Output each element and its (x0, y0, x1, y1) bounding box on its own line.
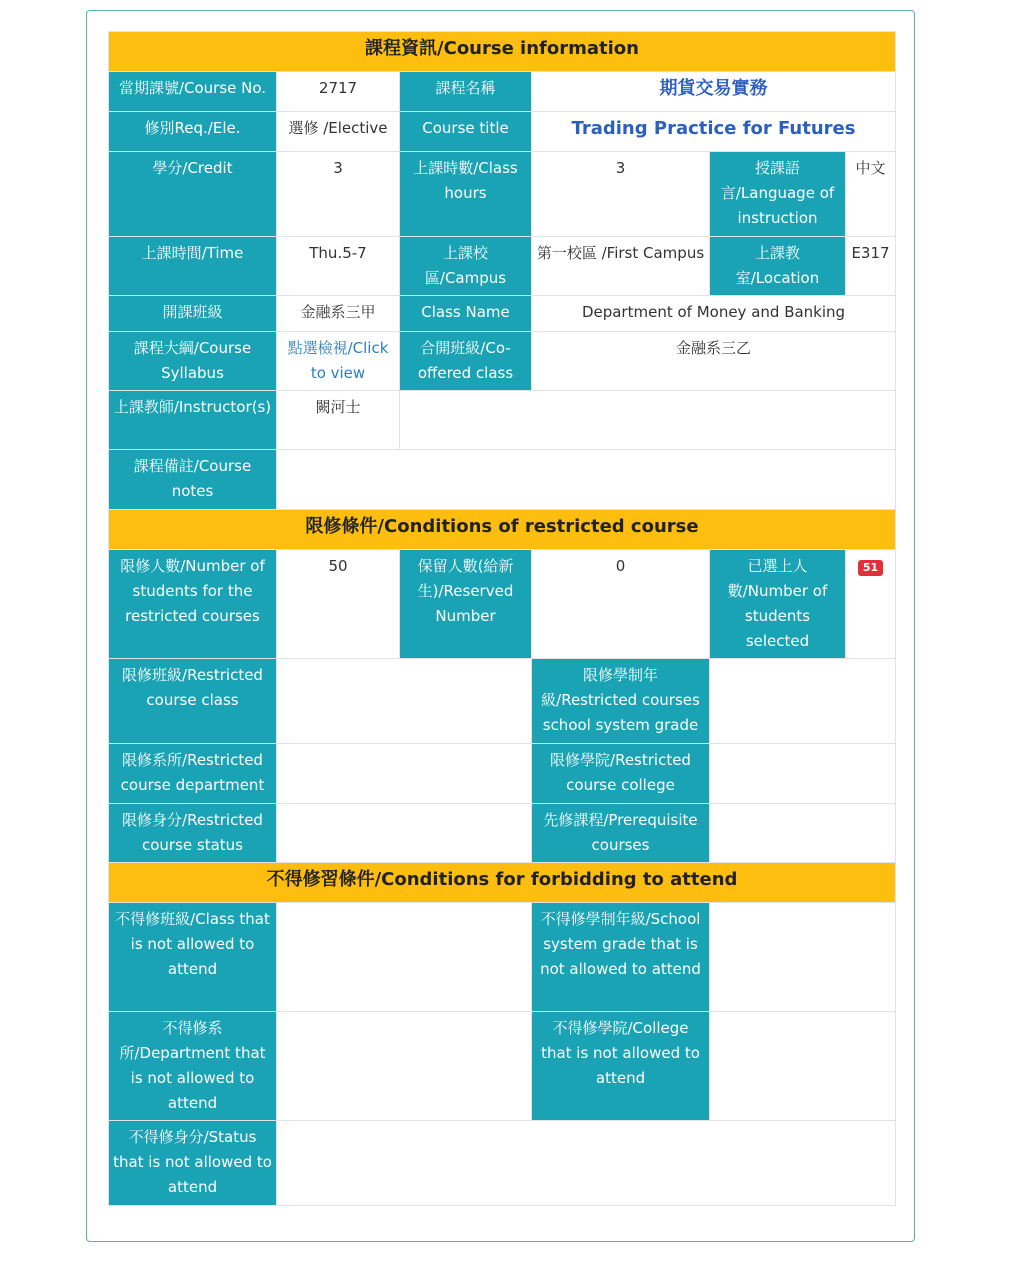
course-no-label: 當期課號/Course No. (109, 72, 277, 112)
restricted-grade-label: 限修學制年級/Restricted courses school system grade (532, 659, 710, 744)
class-name-value: Department of Money and Banking (532, 296, 896, 332)
restricted-class-value (277, 659, 532, 744)
instructor-value: 闕河士 (277, 391, 400, 450)
forbidden-status-value (277, 1121, 896, 1206)
forbidden-status-label: 不得修身分/Status that is not allowed to attend (109, 1121, 277, 1206)
forbidden-dept-label: 不得修系所/Department that is not allowed to attend (109, 1012, 277, 1121)
req-label: 修別Req./Ele. (109, 112, 277, 152)
req-value: 選修 /Elective (277, 112, 400, 152)
course-no-value: 2717 (277, 72, 400, 112)
section-header-restricted: 限修條件/Conditions of restricted course (109, 510, 896, 550)
restricted-dept-value (277, 744, 532, 804)
class-value: 金融系三甲 (277, 296, 400, 332)
syllabus-link[interactable]: 點選檢視/Click to view (287, 339, 389, 382)
limit-label: 限修人數/Number of students for the restricted courses (109, 550, 277, 659)
restricted-status-label: 限修身分/Restricted course status (109, 804, 277, 863)
prereq-value (710, 804, 896, 863)
restricted-status-value (277, 804, 532, 863)
section-header-forbidden: 不得修習條件/Conditions for forbidding to attend (109, 863, 896, 903)
class-name-label: Class Name (400, 296, 532, 332)
location-value: E317 (846, 237, 896, 296)
co-offered-label: 合開班級/Co-offered class (400, 332, 532, 391)
instructor-empty (400, 391, 896, 450)
co-offered-value: 金融系三乙 (532, 332, 896, 391)
class-hours-label: 上課時數/Class hours (400, 152, 532, 237)
credit-label: 學分/Credit (109, 152, 277, 237)
forbidden-dept-value (277, 1012, 532, 1121)
instructor-label: 上課教師/Instructor(s) (109, 391, 277, 450)
time-label: 上課時間/Time (109, 237, 277, 296)
class-label: 開課班級 (109, 296, 277, 332)
campus-label: 上課校區/Campus (400, 237, 532, 296)
course-info-table (108, 31, 896, 1206)
forbidden-class-label: 不得修班級/Class that is not allowed to attend (109, 903, 277, 1012)
reserved-value: 0 (532, 550, 710, 659)
location-label: 上課教室/Location (710, 237, 846, 296)
selected-count-badge: 51 (858, 560, 883, 576)
restricted-class-label: 限修班級/Restricted course class (109, 659, 277, 744)
restricted-college-value (710, 744, 896, 804)
forbidden-grade-label: 不得修學制年級/School system grade that is not allowed to attend (532, 903, 710, 1012)
syllabus-label: 課程大綱/Course Syllabus (109, 332, 277, 391)
language-value: 中文 (846, 152, 896, 237)
restricted-dept-label: 限修系所/Restricted course department (109, 744, 277, 804)
credit-value: 3 (277, 152, 400, 237)
selected-label: 已選上人數/Number of students selected (710, 550, 846, 659)
time-value: Thu.5-7 (277, 237, 400, 296)
section-header-course-info: 課程資訊/Course information (109, 32, 896, 72)
limit-value: 50 (277, 550, 400, 659)
course-name-zh: 期貨交易實務 (659, 78, 768, 99)
campus-value: 第一校區 /First Campus (532, 237, 710, 296)
class-hours-value: 3 (532, 152, 710, 237)
notes-value (277, 450, 896, 510)
course-title-en: Trading Practice for Futures (571, 118, 856, 139)
restricted-grade-value (710, 659, 896, 744)
restricted-college-label: 限修學院/Restricted course college (532, 744, 710, 804)
forbidden-college-label: 不得修學院/College that is not allowed to attend (532, 1012, 710, 1121)
forbidden-class-value (277, 903, 532, 1012)
course-name-label: 課程名稱 (400, 72, 532, 112)
prereq-label: 先修課程/Prerequisite courses (532, 804, 710, 863)
forbidden-college-value (710, 1012, 896, 1121)
language-label: 授課語言/Language of instruction (710, 152, 846, 237)
course-title-label: Course title (400, 112, 532, 152)
forbidden-grade-value (710, 903, 896, 1012)
reserved-label: 保留人數(給新生)/Reserved Number (400, 550, 532, 659)
notes-label: 課程備註/Course notes (109, 450, 277, 510)
